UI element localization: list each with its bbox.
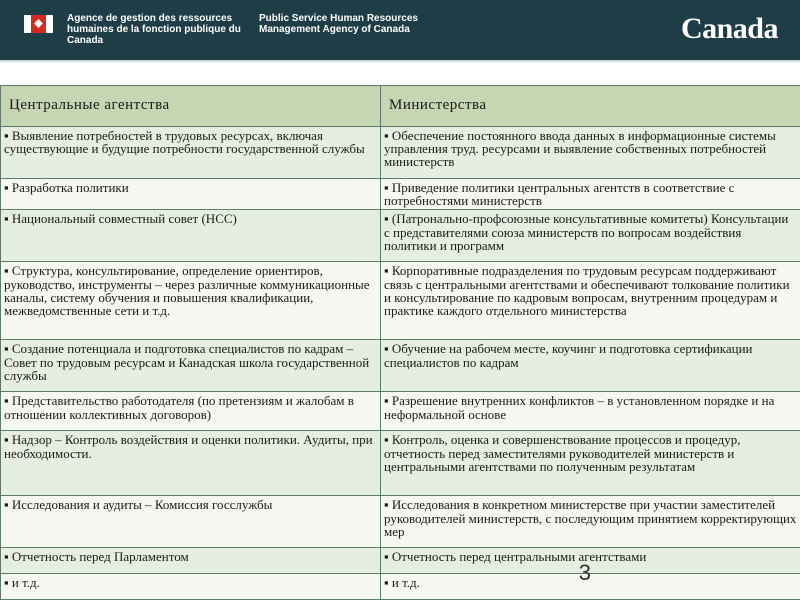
- table-row: [1, 574, 800, 600]
- cell-central-agencies: ▪ Исследования и аудиты – Комиссия госслужбы: [1, 496, 381, 548]
- cell-ministries: ▪ Исследования в конкретном министерстве при участии заместителей руководителей министерств, с последующим принятием корректирующих мер: [381, 496, 800, 548]
- table-row: [1, 210, 800, 262]
- table-row: [1, 127, 800, 179]
- table-row: [1, 548, 800, 574]
- table-row: [1, 392, 800, 431]
- cell-central-agencies: ▪ Создание потенциала и подготовка специалистов по кадрам – Совет по трудовым ресурсам и Канадская школа государственной службы: [1, 340, 381, 392]
- cell-ministries: ▪ Обучение на рабочем месте, коучинг и подготовка сертификации специалистов по кадрам: [381, 340, 800, 392]
- cell-ministries: ▪ Корпоративные подразделения по трудовым ресурсам поддерживают связь с центральными агентствами и обеспечивают толкование политики и консультирование по кадровым вопросам, внутренним процедурам и практике каждого отдельного министерства: [381, 262, 800, 340]
- canada-flag-icon: [24, 15, 53, 33]
- cell-central-agencies: ▪ Разработка политики: [1, 179, 381, 210]
- cell-central-agencies: ▪ Выявление потребностей в трудовых ресурсах, включая существующие и будущие потребности государственной службы: [1, 127, 381, 179]
- cell-ministries: ▪ и т.д.: [381, 574, 800, 600]
- cell-ministries: ▪ Обеспечение постоянного ввода данных в информационные системы управления труд. ресурсами и выявление собственных потребностей министерств: [381, 127, 800, 179]
- page-number: 3: [578, 560, 591, 585]
- comparison-table: [0, 85, 800, 600]
- cell-ministries: ▪ Отчетность перед центральными агентствами: [381, 548, 800, 574]
- cell-central-agencies: ▪ Представительство работодателя (по претензиям и жалобам в отношении коллективных договоров): [1, 392, 381, 431]
- cell-ministries: ▪ (Патронально-профсоюзные консультативные комитеты) Консультации с представителями союза министерств по вопросам воздействия политики и программ: [381, 210, 800, 262]
- table-row: [1, 262, 800, 340]
- cell-central-agencies: ▪ Отчетность перед Парламентом: [1, 548, 381, 574]
- cell-central-agencies: ▪ Национальный совместный совет (НСС): [1, 210, 381, 262]
- table-row: [1, 179, 800, 210]
- column-header-ministries: Министерства: [381, 86, 800, 127]
- agency-name-french: Agence de gestion des ressources humaines de la fonction publique du Canada: [67, 13, 241, 46]
- cell-central-agencies: ▪ Структура, консультирование, определение ориентиров, руководство, инструменты – через различные коммуникационные каналы, систему обучения и повышения квалификации, межведомственные сети и т.д.: [1, 262, 381, 340]
- cell-central-agencies: ▪ Надзор – Контроль воздействия и оценки политики. Аудиты, при необходимости.: [1, 431, 381, 496]
- table-header-row: [1, 86, 800, 127]
- table-row: [1, 496, 800, 548]
- canada-wordmark: Canada: [680, 12, 778, 45]
- header-band: [0, 0, 800, 63]
- cell-ministries: ▪ Приведение политики центральных агентств в соответствие с потребностями министерств: [381, 179, 800, 210]
- header-divider: [0, 60, 800, 62]
- cell-ministries: ▪ Контроль, оценка и совершенствование процессов и процедур, отчетность перед заместителями руководителей министерств и центральными агентствами по полученным результатам: [381, 431, 800, 496]
- table-row: [1, 340, 800, 392]
- roles-table: [0, 85, 800, 600]
- column-header-central-agencies: Центральные агентства: [1, 86, 381, 127]
- cell-ministries: ▪ Разрешение внутренних конфликтов – в установленном порядке и на неформальной основе: [381, 392, 800, 431]
- table-row: [1, 431, 800, 496]
- cell-central-agencies: ▪ и т.д.: [1, 574, 381, 600]
- agency-name-english: Public Service Human Resources Management Agency of Canada: [259, 13, 418, 35]
